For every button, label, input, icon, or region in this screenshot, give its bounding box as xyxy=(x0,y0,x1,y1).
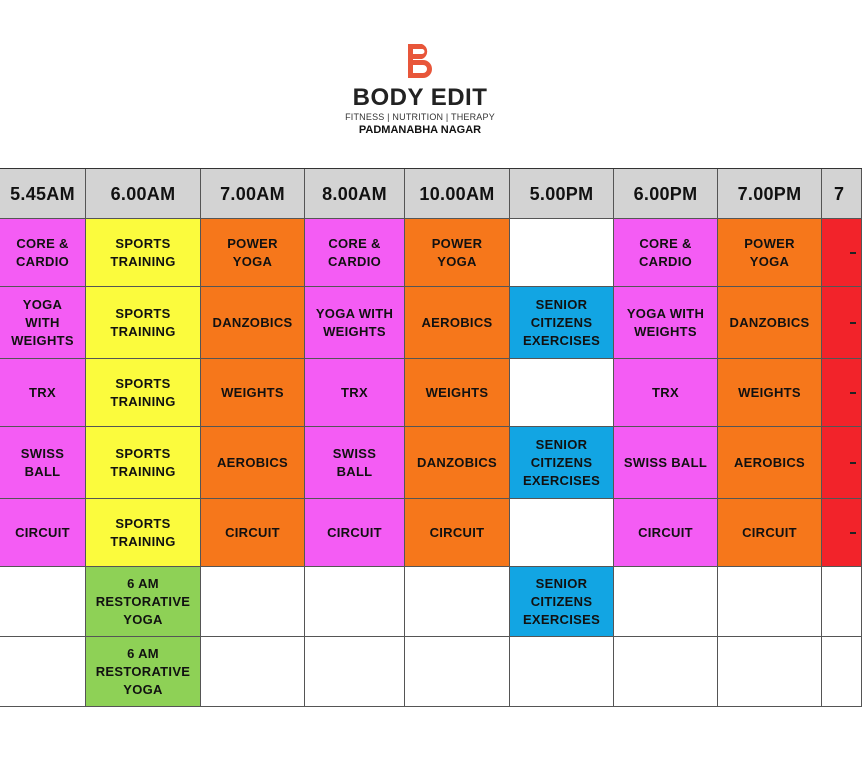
class-cell: DANZOBICS xyxy=(405,427,510,499)
cut-off-cell xyxy=(822,499,862,567)
class-cell: POWER YOGA xyxy=(718,219,822,287)
cut-off-cell xyxy=(822,427,862,499)
class-cell: WEIGHTS xyxy=(405,359,510,427)
cut-off-mark xyxy=(850,252,856,254)
class-cell: CORE & CARDIO xyxy=(305,219,405,287)
empty-cell xyxy=(718,637,822,707)
class-cell: TRX xyxy=(614,359,718,427)
empty-cell xyxy=(510,637,614,707)
empty-cell xyxy=(405,567,510,637)
time-header: 7.00PM xyxy=(718,169,822,219)
time-header: 6.00AM xyxy=(86,169,201,219)
empty-cell xyxy=(0,637,86,707)
class-cell: 6 AM RESTORATIVE YOGA xyxy=(86,567,201,637)
class-cell: CIRCUIT xyxy=(405,499,510,567)
class-cell: SWISS BALL xyxy=(0,427,86,499)
cut-off-mark xyxy=(850,392,856,394)
empty-cell xyxy=(718,567,822,637)
class-cell: SENIOR CITIZENS EXERCISES xyxy=(510,567,614,637)
class-cell: SWISS BALL xyxy=(305,427,405,499)
class-cell: CORE & CARDIO xyxy=(614,219,718,287)
class-cell: SENIOR CITIZENS EXERCISES xyxy=(510,287,614,359)
class-cell: CIRCUIT xyxy=(614,499,718,567)
time-header: 5.45AM xyxy=(0,169,86,219)
cut-off-cell xyxy=(822,219,862,287)
class-cell: YOGA WITH WEIGHTS xyxy=(0,287,86,359)
class-cell: WEIGHTS xyxy=(718,359,822,427)
class-cell: AEROBICS xyxy=(201,427,305,499)
empty-cell xyxy=(510,219,614,287)
class-cell: CIRCUIT xyxy=(201,499,305,567)
empty-cell xyxy=(822,567,862,637)
class-cell: CIRCUIT xyxy=(0,499,86,567)
brand-name: BODY EDIT xyxy=(352,84,488,111)
class-cell: SENIOR CITIZENS EXERCISES xyxy=(510,427,614,499)
class-cell: YOGA WITH WEIGHTS xyxy=(614,287,718,359)
empty-cell xyxy=(510,359,614,427)
time-header: 10.00AM xyxy=(405,169,510,219)
time-header: 8.00AM xyxy=(305,169,405,219)
empty-cell xyxy=(305,567,405,637)
brand-location: PADMANABHA NAGAR xyxy=(358,124,482,136)
cut-off-mark xyxy=(850,322,856,324)
empty-cell xyxy=(510,499,614,567)
empty-cell xyxy=(0,567,86,637)
class-cell: DANZOBICS xyxy=(201,287,305,359)
time-header: 6.00PM xyxy=(614,169,718,219)
time-header: 7.00AM xyxy=(201,169,305,219)
brand-header xyxy=(0,0,840,168)
class-cell: TRX xyxy=(0,359,86,427)
cut-off-cell xyxy=(822,359,862,427)
empty-cell xyxy=(614,637,718,707)
body-edit-logo-icon xyxy=(408,44,432,78)
time-header: 5.00PM xyxy=(510,169,614,219)
class-cell: SPORTS TRAINING xyxy=(86,427,201,499)
empty-cell xyxy=(305,637,405,707)
class-cell: POWER YOGA xyxy=(405,219,510,287)
empty-cell xyxy=(201,637,305,707)
class-cell: SPORTS TRAINING xyxy=(86,359,201,427)
time-header: 7 xyxy=(822,169,862,219)
cut-off-mark xyxy=(850,462,856,464)
class-cell: SPORTS TRAINING xyxy=(86,219,201,287)
empty-cell xyxy=(405,637,510,707)
class-cell: DANZOBICS xyxy=(718,287,822,359)
class-cell: CORE & CARDIO xyxy=(0,219,86,287)
class-cell: SWISS BALL xyxy=(614,427,718,499)
class-cell: 6 AM RESTORATIVE YOGA xyxy=(86,637,201,707)
empty-cell xyxy=(822,637,862,707)
class-cell: POWER YOGA xyxy=(201,219,305,287)
class-cell: SPORTS TRAINING xyxy=(86,499,201,567)
cut-off-mark xyxy=(850,532,856,534)
class-cell: WEIGHTS xyxy=(201,359,305,427)
class-cell: CIRCUIT xyxy=(305,499,405,567)
class-cell: TRX xyxy=(305,359,405,427)
class-cell: AEROBICS xyxy=(405,287,510,359)
class-cell: SPORTS TRAINING xyxy=(86,287,201,359)
cut-off-cell xyxy=(822,287,862,359)
schedule-table xyxy=(0,168,862,707)
empty-cell xyxy=(614,567,718,637)
class-cell: AEROBICS xyxy=(718,427,822,499)
class-cell: YOGA WITH WEIGHTS xyxy=(305,287,405,359)
empty-cell xyxy=(201,567,305,637)
class-cell: CIRCUIT xyxy=(718,499,822,567)
brand-tagline: FITNESS | NUTRITION | THERAPY xyxy=(345,112,495,122)
